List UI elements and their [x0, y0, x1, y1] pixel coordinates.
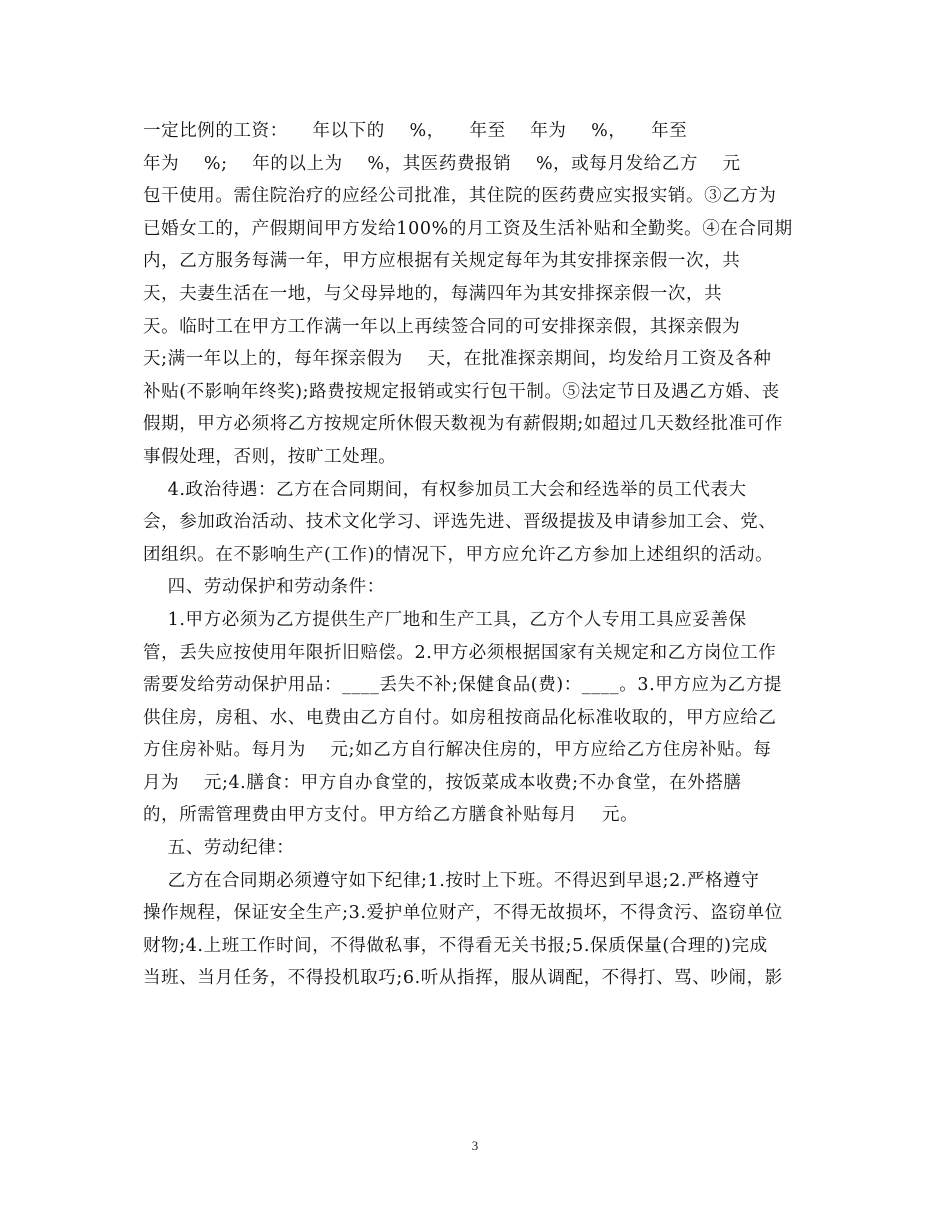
text-line: 已婚女工的，产假期间甲方发给100%的月工资及生活补贴和全勤奖。④在合同期	[143, 218, 793, 239]
text-line: 月为 元;4.膳食：甲方自办食堂的，按饭菜成本收费;不办食堂，在外搭膳	[143, 772, 742, 793]
text-line: 当班、当月任务，不得投机取巧;6.听从指挥，服从调配，不得打、骂、吵闹，影	[143, 968, 783, 989]
text-line: 操作规程，保证安全生产;3.爱护单位财产，不得无故损坏，不得贪污、盗窃单位	[143, 903, 783, 924]
text-line: 假期，甲方必须将乙方按规定所休假天数视为有薪假期;如超过几天数经批准可作	[143, 414, 783, 435]
text-line: 1.甲方必须为乙方提供生产厂地和生产工具，乙方个人专用工具应妥善保	[143, 609, 747, 630]
text-line: 年为 %; 年的以上为 %，其医药费报销 %，或每月发给乙方 元	[143, 153, 741, 174]
text-line: 补贴(不影响年终奖);路费按规定报销或实行包干制。⑤法定节日及遇乙方婚、丧	[143, 381, 780, 402]
text-line: 包干使用。需住院治疗的应经公司批准，其住院的医药费应实报实销。③乙方为	[143, 186, 777, 207]
document-body	[143, 115, 808, 995]
text-line: 内，乙方服务每满一年，甲方应根据有关规定每年为其安排探亲假一次，共	[143, 251, 741, 272]
text-line: 事假处理，否则，按旷工处理。	[143, 446, 397, 467]
text-line: 4.政治待遇：乙方在合同期间，有权参加员工大会和经选举的员工代表大	[143, 479, 747, 500]
text-line: 财物;4.上班工作时间，不得做私事，不得看无关书报;5.保质保量(合理的)完成	[143, 935, 768, 956]
text-line: 天，夫妻生活在一地，与父母异地的，每满四年为其安排探亲假一次，共	[143, 283, 723, 304]
page-number: 3	[471, 1138, 479, 1153]
text-line: 供住房，房租、水、电费由乙方自付。如房租按商品化标准收取的，甲方应给乙	[143, 707, 777, 728]
text-line: 团组织。在不影响生产(工作)的情况下，甲方应允许乙方参加上述组织的活动。	[143, 544, 774, 565]
text-line: 会，参加政治活动、技术文化学习、评选先进、晋级提拔及申请参加工会、党、	[143, 512, 777, 533]
text-line: 方住房补贴。每月为 元;如乙方自行解决住房的，甲方应给乙方住房补贴。每	[143, 740, 772, 761]
text-line: 管，丢失应按使用年限折旧赔偿。2.甲方必须根据国家有关规定和乙方岗位工作	[143, 642, 777, 663]
section-heading: 五、劳动纪律：	[143, 838, 295, 859]
section-heading: 四、劳动保护和劳动条件：	[143, 577, 385, 598]
text-line: 天;满一年以上的，每年探亲假为 天，在批准探亲期间，均发给月工资及各种	[143, 349, 772, 370]
text-line: 一定比例的工资： 年以下的 %， 年至 年为 %， 年至	[143, 121, 688, 141]
text-line: 天。临时工在甲方工作满一年以上再续签合同的可安排探亲假，其探亲假为	[143, 316, 741, 337]
text-line: 乙方在合同期必须遵守如下纪律;1.按时上下班。不得迟到早退;2.严格遵守	[143, 870, 760, 891]
text-line: 的，所需管理费由甲方支付。甲方给乙方膳食补贴每月 元。	[143, 805, 639, 826]
text-line: 需要发给劳动保护用品：____丢失不补;保健食品(费)：____。3.甲方应为乙方提	[143, 675, 782, 696]
